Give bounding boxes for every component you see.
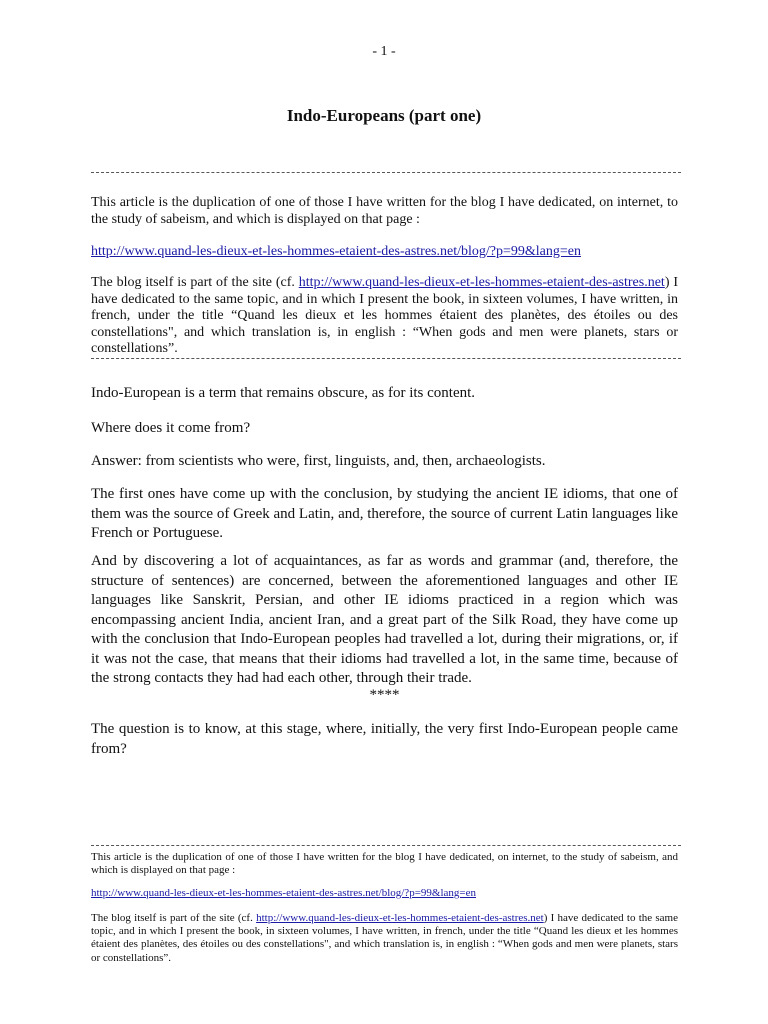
header-note-link-line	[91, 244, 678, 261]
paragraph-6: The question is to know, at this stage, where, initially, the very first Indo-European people came from?	[91, 721, 678, 757]
paragraph-1: Indo-European is a term that remains obscure, as for its content.	[91, 385, 476, 401]
paragraph-3: Answer: from scientists who were, first, linguists, and, then, archaeologists.	[91, 453, 546, 469]
paragraph-4: The first ones have come up with the conclusion, by studying the ancient IE idioms, that one of them was the source of Greek and Latin, and, therefore, the source of current Latin languages like French or Portuguese.	[91, 486, 678, 541]
footnote-para2-prefix: The blog itself is part of the site (cf.	[91, 912, 257, 924]
paragraph-2: Where does it come from?	[91, 420, 251, 436]
footnote-para2	[91, 912, 678, 965]
page-title: Indo-Europeans (part one)	[286, 106, 482, 125]
paragraph-5: And by discovering a lot of acquaintances, as far as words and grammar (and, therefore, the structure of sentences) are concerned, between the aforementioned languages and other IE languages like Sanskrit, Persian, and other IE idioms practiced in a region which was encompassing ancient India, ancient Iran, and a great part of the Silk Road, they have come up with the conclusion that Indo-European peoples had travelled a lot, during their migrations, or, if it was not the case, that means that their idioms had travelled a lot, in the same time, because of the strong contacts they had had each other, through their trade.	[91, 553, 678, 686]
footnote-blog-link[interactable]: http://www.quand-les-dieux-et-les-hommes-etaient-des-astres.net/blog/?p=99&lang=en	[91, 887, 476, 899]
page-number: - 1 -	[372, 44, 396, 59]
dashed-divider-bottom	[91, 358, 681, 359]
section-separator: ****	[369, 687, 400, 703]
footnote-para1: This article is the duplication of one of those I have written for the blog I have dedicated, on internet, to the study of sabeism, and which is displayed on that page :	[91, 851, 678, 877]
footnote-site-link[interactable]: http://www.quand-les-dieux-et-les-hommes-etaient-des-astres.net	[256, 912, 544, 924]
footnote-divider	[91, 845, 681, 846]
site-link[interactable]: http://www.quand-les-dieux-et-les-hommes-etaient-des-astres.net	[298, 275, 665, 290]
header-note-para2	[91, 275, 678, 358]
header-note-para2-suffix: ) I have dedicated to the same topic, and in which I present the book, in sixteen volumes, I have written, in french, under the title “Quand les dieux et les hommes étaient des planètes, des étoiles ou des constellations", and which translation is, in english : “When gods and men were planets, stars or constellations”.	[91, 275, 678, 356]
dashed-divider-top	[91, 172, 681, 173]
header-note-para1: This article is the duplication of one of those I have written for the blog I have dedicated, on internet, to the study of sabeism, and which is displayed on that page :	[91, 195, 678, 227]
footnote-link-line	[91, 887, 678, 900]
header-note-para2-prefix: The blog itself is part of the site (cf.	[91, 275, 299, 290]
footnote-para2-suffix: ) I have dedicated to the same topic, and in which I present the book, in sixteen volumes, I have written, in french, under the title “Quand les dieux et les hommes étaient des planètes, des étoiles ou des constellations", and which translation is, in english : “When gods and men were planets, stars or constellations”.	[91, 912, 678, 964]
blog-link[interactable]: http://www.quand-les-dieux-et-les-hommes-etaient-des-astres.net/blog/?p=99&lang=en	[91, 244, 581, 259]
